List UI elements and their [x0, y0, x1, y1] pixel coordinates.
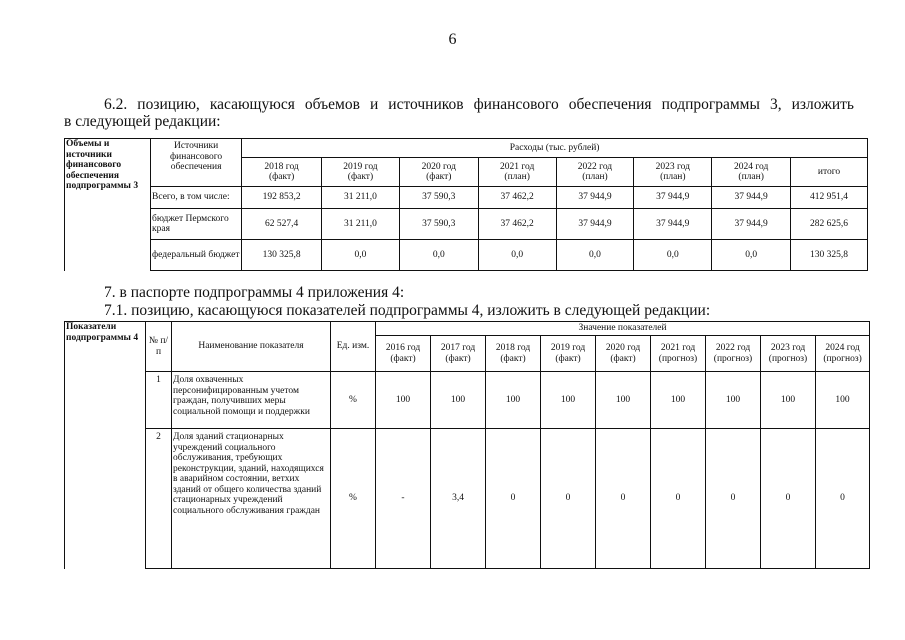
year-header: 2021 год (прогноз)	[651, 336, 706, 372]
table-row	[65, 429, 870, 569]
source-label: бюджет Пермского края	[151, 209, 242, 240]
table-row	[65, 372, 870, 429]
value-cell: 412 951,4	[791, 187, 868, 209]
sources-col-header: Источники финансового обеспечения	[151, 139, 242, 187]
year-header: 2018 год (факт)	[486, 336, 541, 372]
indicator-name: Доля охваченных персонифицированным учетом граждан, получивших меры социальной помощи и поддержки	[172, 372, 331, 429]
value-cell: 100	[706, 372, 761, 429]
value-cell: 100	[541, 372, 596, 429]
value-cell: 0,0	[712, 240, 791, 271]
table-row	[65, 209, 868, 240]
source-label: федеральный бюджет	[151, 240, 242, 271]
value-cell: 0,0	[634, 240, 712, 271]
funding-table	[64, 138, 868, 271]
value-cell: 130 325,8	[791, 240, 868, 271]
value-cell: 100	[761, 372, 816, 429]
year-header: 2019 год (факт)	[322, 158, 400, 187]
funding-row-header: Объемы и источники финансового обеспечения подпрограммы 3	[65, 139, 151, 271]
unit-cell: %	[331, 429, 376, 569]
value-cell: 37 944,9	[634, 187, 712, 209]
value-cell: 37 462,2	[478, 187, 556, 209]
value-cell: 130 325,8	[242, 240, 322, 271]
table-row	[65, 187, 868, 209]
values-header: Значение показателей	[376, 322, 870, 336]
value-cell: 100	[486, 372, 541, 429]
value-cell: 0	[651, 429, 706, 569]
year-header: 2023 год (прогноз)	[761, 336, 816, 372]
year-header: 2023 год (план)	[634, 158, 712, 187]
row-number: 1	[146, 372, 172, 429]
num-col-header: № п/п	[146, 322, 172, 372]
value-cell: 31 211,0	[322, 209, 400, 240]
value-cell: 37 944,9	[712, 187, 791, 209]
value-cell: 0,0	[556, 240, 634, 271]
indicators-table	[64, 321, 870, 569]
total-header: итого	[791, 158, 868, 187]
value-cell: 282 625,6	[791, 209, 868, 240]
section-6-2-line1: 6.2. позицию, касающуюся объемов и источников финансового обеспечения подпрограммы 3, изложить	[104, 96, 854, 113]
value-cell: 0	[706, 429, 761, 569]
source-label: Всего, в том числе:	[151, 187, 242, 209]
page-number: 6	[448, 31, 457, 48]
value-cell: 100	[596, 372, 651, 429]
value-cell: 62 527,4	[242, 209, 322, 240]
year-header: 2020 год (факт)	[596, 336, 651, 372]
year-header: 2020 год (факт)	[399, 158, 478, 187]
value-cell: 3,4	[431, 429, 486, 569]
value-cell: 100	[816, 372, 870, 429]
value-cell: 37 944,9	[556, 209, 634, 240]
section-7-text: 7. в паспорте подпрограммы 4 приложения 4:	[104, 284, 405, 301]
indicators-row-header: Показатели подпрограммы 4	[65, 322, 146, 569]
year-header: 2021 год (план)	[478, 158, 556, 187]
year-header: 2016 год (факт)	[376, 336, 431, 372]
value-cell: 0	[596, 429, 651, 569]
value-cell: 0,0	[322, 240, 400, 271]
unit-cell: %	[331, 372, 376, 429]
value-cell: 31 211,0	[322, 187, 400, 209]
year-header: 2024 год (прогноз)	[816, 336, 870, 372]
table-row	[65, 240, 868, 271]
value-cell: 0,0	[399, 240, 478, 271]
value-cell: 100	[431, 372, 486, 429]
value-cell: 0	[541, 429, 596, 569]
name-col-header: Наименование показателя	[172, 322, 331, 372]
value-cell: 37 590,3	[399, 209, 478, 240]
value-cell: 0,0	[478, 240, 556, 271]
year-header: 2019 год (факт)	[541, 336, 596, 372]
section-6-2-text	[64, 96, 854, 130]
expenses-header: Расходы (тыс. рублей)	[242, 139, 868, 158]
year-header: 2022 год (прогноз)	[706, 336, 761, 372]
value-cell: 0	[761, 429, 816, 569]
value-cell: 192 853,2	[242, 187, 322, 209]
value-cell: 100	[376, 372, 431, 429]
value-cell: 37 590,3	[399, 187, 478, 209]
year-header: 2022 год (план)	[556, 158, 634, 187]
unit-col-header: Ед. изм.	[331, 322, 376, 372]
section-7-1-text: 7.1. позицию, касающуюся показателей подпрограммы 4, изложить в следующей редакции:	[104, 302, 711, 319]
value-cell: -	[376, 429, 431, 569]
year-header: 2018 год (факт)	[242, 158, 322, 187]
row-number: 2	[146, 429, 172, 569]
value-cell: 0	[486, 429, 541, 569]
year-header: 2017 год (факт)	[431, 336, 486, 372]
value-cell: 37 944,9	[634, 209, 712, 240]
value-cell: 0	[816, 429, 870, 569]
section-6-2-line2: в следующей редакции:	[64, 113, 221, 130]
year-header: 2024 год (план)	[712, 158, 791, 187]
indicator-name: Доля зданий стационарных учреждений социального обслуживания, требующих реконструкции, зданий, находящихся в аварийном состоянии, ветхих зданий от общего количества зданий стационарных учреждений социального обслуживания граждан	[172, 429, 331, 569]
value-cell: 37 944,9	[712, 209, 791, 240]
value-cell: 37 462,2	[478, 209, 556, 240]
value-cell: 37 944,9	[556, 187, 634, 209]
value-cell: 100	[651, 372, 706, 429]
